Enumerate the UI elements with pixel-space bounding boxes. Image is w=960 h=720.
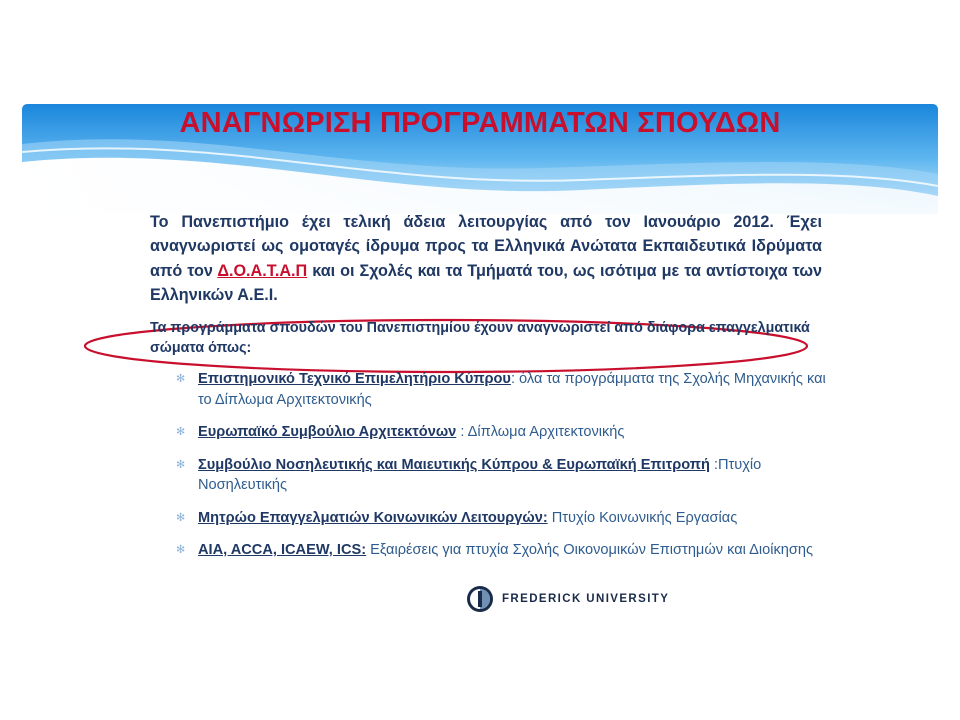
asterisk-bullet-icon: ✻ [176,373,186,385]
body-detail: Πτυχίο Κοινωνικής Εργασίας [547,509,738,526]
logo-wordmark: FREDERICK UNIVERSITY [502,593,670,605]
body-detail: : όλα τα προγράμματα της Σχολής Μηχανικής και το Δίπλωμα Αρχιτεκτονικής [198,371,826,408]
body-name-link[interactable]: AIA, ACCA, ICAEW, ICS: [198,542,367,558]
frederick-university-logo [466,585,669,613]
list-item [176,369,836,410]
asterisk-bullet-icon: ✻ [176,511,186,524]
intro-text-start: Το Πανεπιστήμιο έχει τελική άδεια λειτουργίας από τον Ιανουάριο 2012. Έχει αναγνωριστεί ως ομοταγές ίδρυμα προς τα Ελληνικά Ανώτατα Εκπαιδευτικά Ιδρύματα από τον [150,213,822,280]
list-item [176,455,836,496]
list-item [176,540,836,561]
body-name-link[interactable]: Μητρώο Επαγγελματιών Κοινωνικών Λειτουργών: [198,509,548,526]
list-item [176,508,836,529]
body-name-link[interactable]: Ευρωπαϊκό Συμβούλιο Αρχιτεκτόνων [198,424,457,440]
asterisk-bullet-icon: ✻ [176,458,186,471]
asterisk-bullet-icon: ✻ [176,544,186,556]
recognition-lead: Τα προγράμματα σπουδών του Πανεπιστημίου έχουν αναγνωριστεί από διάφορα επαγγελματικά σώματα όπως: [150,320,810,356]
university-emblem-icon [466,585,494,613]
doatap-link[interactable]: Δ.Ο.Α.Τ.Α.Π [217,261,308,280]
body-detail: Εξαιρέσεις για πτυχία Σχολής Οικονομικών Επιστημών και Διοίκησης [366,542,814,558]
body-name-link[interactable]: Συμβούλιο Νοσηλευτικής και Μαιευτικής Κύπρου & Ευρωπαϊκή Επιτροπή [198,456,710,473]
professional-bodies-list [176,369,836,573]
asterisk-bullet-icon: ✻ [176,426,186,438]
slide-title: ΑΝΑΓΝΩΡΙΣΗ ΠΡΟΓΡΑΜΜΑΤΩΝ ΣΠΟΥΔΩΝ [179,107,781,139]
list-item [176,422,836,443]
body-detail: : Δίπλωμα Αρχιτεκτονικής [456,424,625,440]
intro-paragraph [150,210,822,308]
body-detail: :Πτυχίο Νοσηλευτικής [198,456,762,493]
intro-text-end: και οι Σχολές και τα Τμήματά του, ως ισότιμα με τα αντίστοιχα των Ελληνικών Α.Ε.Ι. [150,261,822,305]
body-name-link[interactable]: Επιστημονικό Τεχνικό Επιμελητήριο Κύπρου [198,371,511,387]
